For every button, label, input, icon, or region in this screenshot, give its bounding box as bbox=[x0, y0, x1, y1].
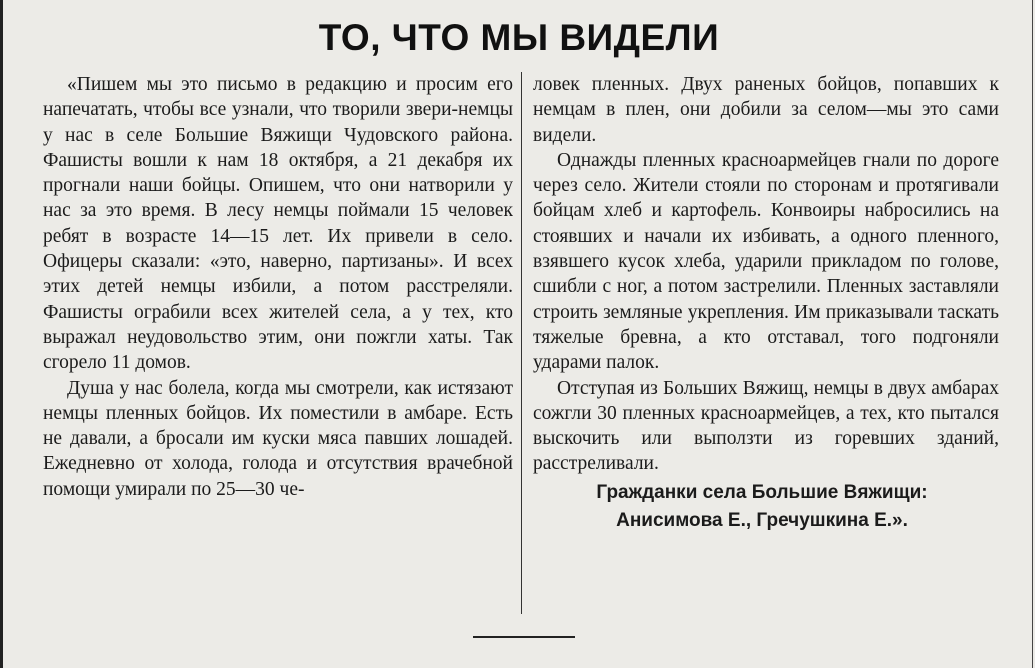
article-column-right bbox=[533, 72, 999, 535]
article-paragraph: Душа у нас болела, когда мы смотрели, как истязают немцы пленных бойцов. Их поместили в амбаре. Есть не давали, а бросали им куски мяса павших лошадей. Ежедневно от холода, голода и отсутствия врачебной помощи умирали по 25—30 че- bbox=[43, 377, 513, 500]
article-paragraph: Однажды пленных красноармейцев гнали по дороге через село. Жители стояли по сторонам и протягивали бойцам хлеб и картофель. Конвоиры набросились на стоявших и начали их избивать, а одного пленного, взявшего кусок хлеба, ударили прикладом по голове, сшибли с ног, а потом застрелили. Пленных заставляли строить земляные укрепления. Им приказывали таскать тяжелые бревна, а кто отставал, того подгоняли ударами палок. bbox=[533, 149, 999, 374]
article-column-left bbox=[43, 72, 513, 502]
signature-line: Гражданки села Большие Вяжищи: bbox=[596, 481, 928, 503]
article-paragraph: ловек пленных. Двух раненых бойцов, попавших к немцам в плен, они добили за селом—мы это сами видели. bbox=[533, 74, 999, 146]
article-paragraph: Отступая из Больших Вяжищ, немцы в двух амбарах сожгли 30 пленных красноармейцев, а тех, кто пытался выскочить или выползти из горевших зданий, расстреливали. bbox=[533, 377, 999, 475]
article-headline: ТО, ЧТО МЫ ВИДЕЛИ bbox=[318, 17, 720, 58]
column-divider bbox=[521, 72, 522, 614]
article-paragraph: «Пишем мы это письмо в редакцию и просим его напечатать, чтобы все узнали, что творили звери-немцы у нас в селе Большие Вяжищи Чудовского района. Фашисты вошли к нам 18 октября, а 21 декабря их прогнали наши бойцы. Опишем, что они натворили у нас за это время. В лесу немцы поймали 15 человек ребят в возрасте 14—15 лет. Их привели в село. Офицеры сказали: «это, наверно, партизаны». И всех этих детей немцы избили, а потом расстреляли. Фашисты ограбили всех жителей села, а у тех, кто выражал неудовольство этим, они пожгли хаты. Так сгорело 11 домов. bbox=[43, 74, 513, 374]
article-end-rule bbox=[473, 636, 575, 638]
signature-names: Анисимова Е., Гречушкина Е.». bbox=[616, 509, 908, 531]
article-signature bbox=[533, 479, 999, 535]
page-edge-rule bbox=[1032, 0, 1033, 668]
